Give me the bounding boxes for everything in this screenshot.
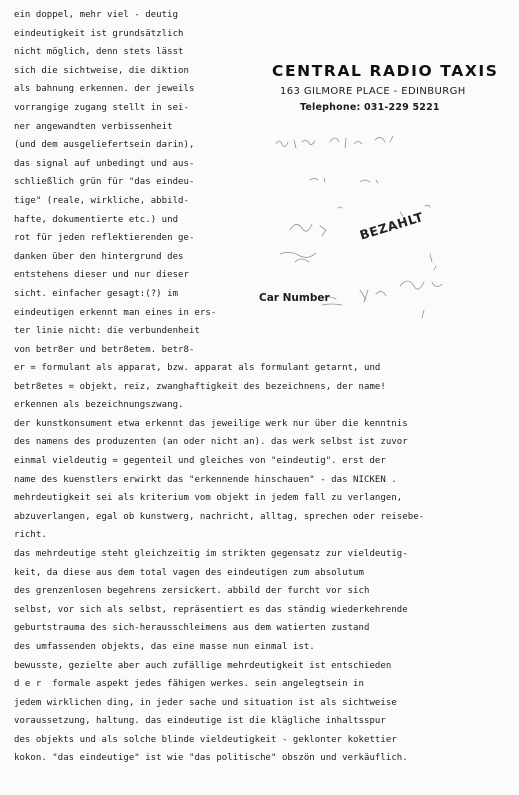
text-line: abzuverlangen, egal ob kunstwerg, nachricht, alltag, sprechen oder reisebe- (14, 511, 425, 522)
text-line: hafte, dokumentierte etc.) und (14, 214, 179, 225)
car-number-label: Car Number (259, 292, 330, 304)
full-width-text (14, 359, 512, 768)
receipt-address: 163 GILMORE PLACE - EDINBURGH (280, 86, 466, 97)
text-line: erkennen als bezeichnungszwang. (14, 400, 184, 411)
text-line: jedem wirklichen ding, in jeder sache und situation ist als sichtweise (14, 697, 397, 708)
text-line: das mehrdeutige steht gleichzeitig im strikten gegensatz zur vieldeutig- (14, 548, 408, 559)
text-line: ein doppel, mehr viel - deutig (14, 10, 179, 20)
receipt-phone: Telephone: 031-229 5221 (300, 102, 440, 113)
text-line: d e r formale aspekt jedes fähigen werkes. sein angelegtsein in (14, 679, 364, 690)
text-line: nicht möglich, denn stets lässt (14, 47, 184, 58)
text-line: schließlich grün für "das eindeu- (14, 177, 195, 188)
text-line: danken über den hintergrund des (14, 251, 184, 262)
text-line: sicht. einfacher gesagt:(?) im (14, 288, 179, 299)
text-line: mehrdeutigkeit sei als kriterium vom objekt in jedem fall zu verlangen, (14, 493, 403, 504)
text-line: entstehens dieser und nur dieser (14, 270, 189, 281)
text-line: von betr8er und betr8etem. betr8- (14, 344, 195, 355)
text-line: eindeutigkeit ist grundsätzlich (14, 28, 184, 39)
text-line: betr8etes = objekt, reiz, zwanghaftigkeit des bezeichnens, der name! (14, 381, 386, 392)
text-line: geburtstrauma des sich-herausschleimens aus dem watierten zustand (14, 623, 370, 634)
text-line: voraussetzung, haltung. das eindeutige ist die klägliche inhaltsspur (14, 716, 386, 727)
bezahlt-stamp: BEZAHLT (357, 209, 426, 243)
handwriting-scribbles (250, 58, 515, 318)
receipt-title: CENTRAL RADIO TAXIS (272, 62, 499, 80)
taxi-receipt (250, 58, 515, 318)
text-line: richt. (14, 530, 47, 541)
text-line: als bahnung erkennen. der jeweils (14, 84, 195, 95)
text-line: des namens des produzenten (an oder nicht an). das werk selbst ist zuvor (14, 437, 408, 448)
text-line: des umfassenden objekts, das eine masse nun einmal ist. (14, 641, 315, 652)
text-line: er = formulant als apparat, bzw. apparat als formulant getarnt, und (14, 363, 381, 373)
text-line: ter linie nicht: die verbundenheit (14, 326, 200, 337)
text-line: sich die sichtweise, die diktion (14, 65, 189, 76)
text-line: (und dem ausgeliefertsein darin), (14, 140, 195, 151)
text-line: des objekts und als solche blinde vieldeutigkeit - geklonter kokettier (14, 734, 397, 745)
text-line: der kunstkonsument etwa erkennt das jeweilige werk nur über die kenntnis (14, 418, 408, 429)
text-line: des grenzenlosen begehrens zersickert. abbild der furcht vor sich (14, 586, 370, 597)
text-line: name des kuenstlers erwirkt das "erkennende hinschauen" - das NICKEN . (14, 474, 397, 485)
text-line: einmal vieldeutig = gegenteil und gleiches von "eindeutig". erst der (14, 455, 386, 466)
text-line: tige" (reale, wirkliche, abbild- (14, 195, 189, 206)
text-line: selbst, vor sich als selbst, repräsentiert es das ständig wiederkehrende (14, 604, 408, 615)
text-line: ner angewandten verbissenheit (14, 121, 173, 132)
text-line: rot für jeden reflektierenden ge- (14, 233, 195, 244)
text-line: das signal auf unbedingt und aus- (14, 158, 195, 169)
text-line: vorrangige zugang stellt in sei- (14, 102, 189, 113)
text-line: eindeutigen erkennt man eines in ers- (14, 307, 217, 318)
text-line: kokon. "das eindeutige" ist wie "das politische" obszön und verkäuflich. (14, 753, 408, 764)
narrow-text-column (14, 6, 236, 359)
text-line: keit, da diese aus dem total vagen des eindeutigen zum absolutum (14, 567, 364, 578)
text-line: bewusste, gezielte aber auch zufällige mehrdeutigkeit ist entschieden (14, 660, 392, 671)
